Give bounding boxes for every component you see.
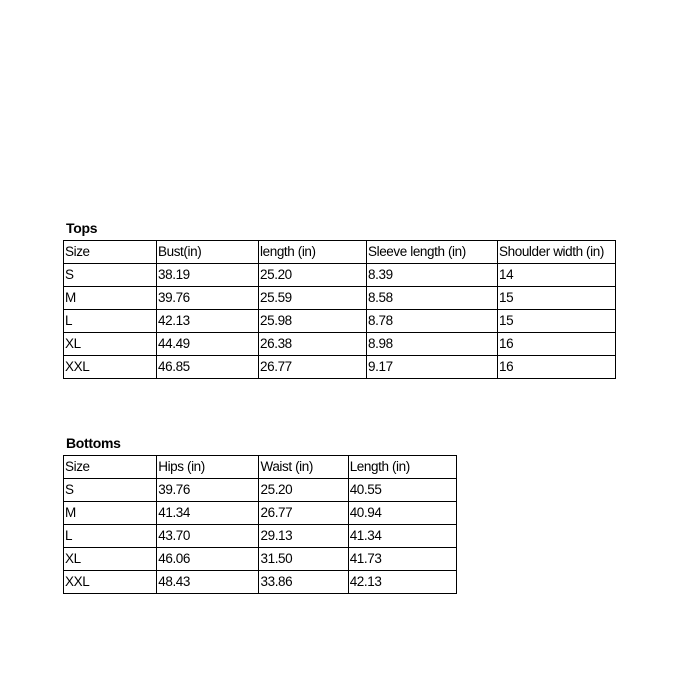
table-cell: L	[64, 310, 157, 333]
table-cell: M	[64, 502, 157, 525]
table-row	[64, 525, 457, 548]
table-cell: L	[64, 525, 157, 548]
table-cell: 26.77	[259, 502, 348, 525]
table-cell: S	[64, 264, 157, 287]
header-cell-size: Size	[64, 456, 157, 479]
table-cell: 25.98	[259, 310, 367, 333]
table-cell: 8.39	[367, 264, 498, 287]
table-cell: 29.13	[259, 525, 348, 548]
table-row	[64, 548, 457, 571]
table-cell: 16	[498, 356, 616, 379]
table-cell: 25.20	[259, 264, 367, 287]
table-cell: 46.85	[157, 356, 259, 379]
table-row	[64, 333, 616, 356]
table-cell: 44.49	[157, 333, 259, 356]
table-cell: XL	[64, 333, 157, 356]
table-header-row	[64, 456, 457, 479]
table-cell: 40.55	[348, 479, 456, 502]
header-cell-waist: Waist (in)	[259, 456, 348, 479]
table-row	[64, 356, 616, 379]
table-cell: 8.78	[367, 310, 498, 333]
table-cell: 46.06	[157, 548, 259, 571]
table-cell: 15	[498, 287, 616, 310]
table-cell: 33.86	[259, 571, 348, 594]
table-row	[64, 287, 616, 310]
table-row	[64, 571, 457, 594]
table-cell: 43.70	[157, 525, 259, 548]
table-row	[64, 479, 457, 502]
table-cell: S	[64, 479, 157, 502]
table-cell: 14	[498, 264, 616, 287]
table-row	[64, 310, 616, 333]
tops-size-table	[63, 240, 616, 379]
table-cell: 40.94	[348, 502, 456, 525]
table-cell: 9.17	[367, 356, 498, 379]
header-cell-length: Length (in)	[348, 456, 456, 479]
table-cell: 41.34	[157, 502, 259, 525]
header-cell-hips: Hips (in)	[157, 456, 259, 479]
table-cell: 41.73	[348, 548, 456, 571]
table-cell: 42.13	[157, 310, 259, 333]
table-row	[64, 502, 457, 525]
table-cell: XL	[64, 548, 157, 571]
table-cell: 8.98	[367, 333, 498, 356]
table-header-row	[64, 241, 616, 264]
table-cell: 25.59	[259, 287, 367, 310]
table-cell: 8.58	[367, 287, 498, 310]
table-row	[64, 264, 616, 287]
table-cell: 38.19	[157, 264, 259, 287]
table-cell: 16	[498, 333, 616, 356]
table-cell: 39.76	[157, 287, 259, 310]
table-cell: XXL	[64, 356, 157, 379]
table-cell: M	[64, 287, 157, 310]
bottoms-section-title: Bottoms	[66, 435, 121, 451]
header-cell-shoulder-width: Shoulder width (in)	[498, 241, 616, 264]
header-cell-size: Size	[64, 241, 157, 264]
header-cell-bust: Bust(in)	[157, 241, 259, 264]
table-cell: XXL	[64, 571, 157, 594]
table-cell: 48.43	[157, 571, 259, 594]
header-cell-sleeve-length: Sleeve length (in)	[367, 241, 498, 264]
table-cell: 15	[498, 310, 616, 333]
table-cell: 42.13	[348, 571, 456, 594]
table-cell: 41.34	[348, 525, 456, 548]
header-cell-length: length (in)	[259, 241, 367, 264]
table-cell: 31.50	[259, 548, 348, 571]
table-cell: 25.20	[259, 479, 348, 502]
table-cell: 26.77	[259, 356, 367, 379]
bottoms-size-table	[63, 455, 457, 594]
tops-section-title: Tops	[66, 220, 98, 236]
table-cell: 26.38	[259, 333, 367, 356]
table-cell: 39.76	[157, 479, 259, 502]
